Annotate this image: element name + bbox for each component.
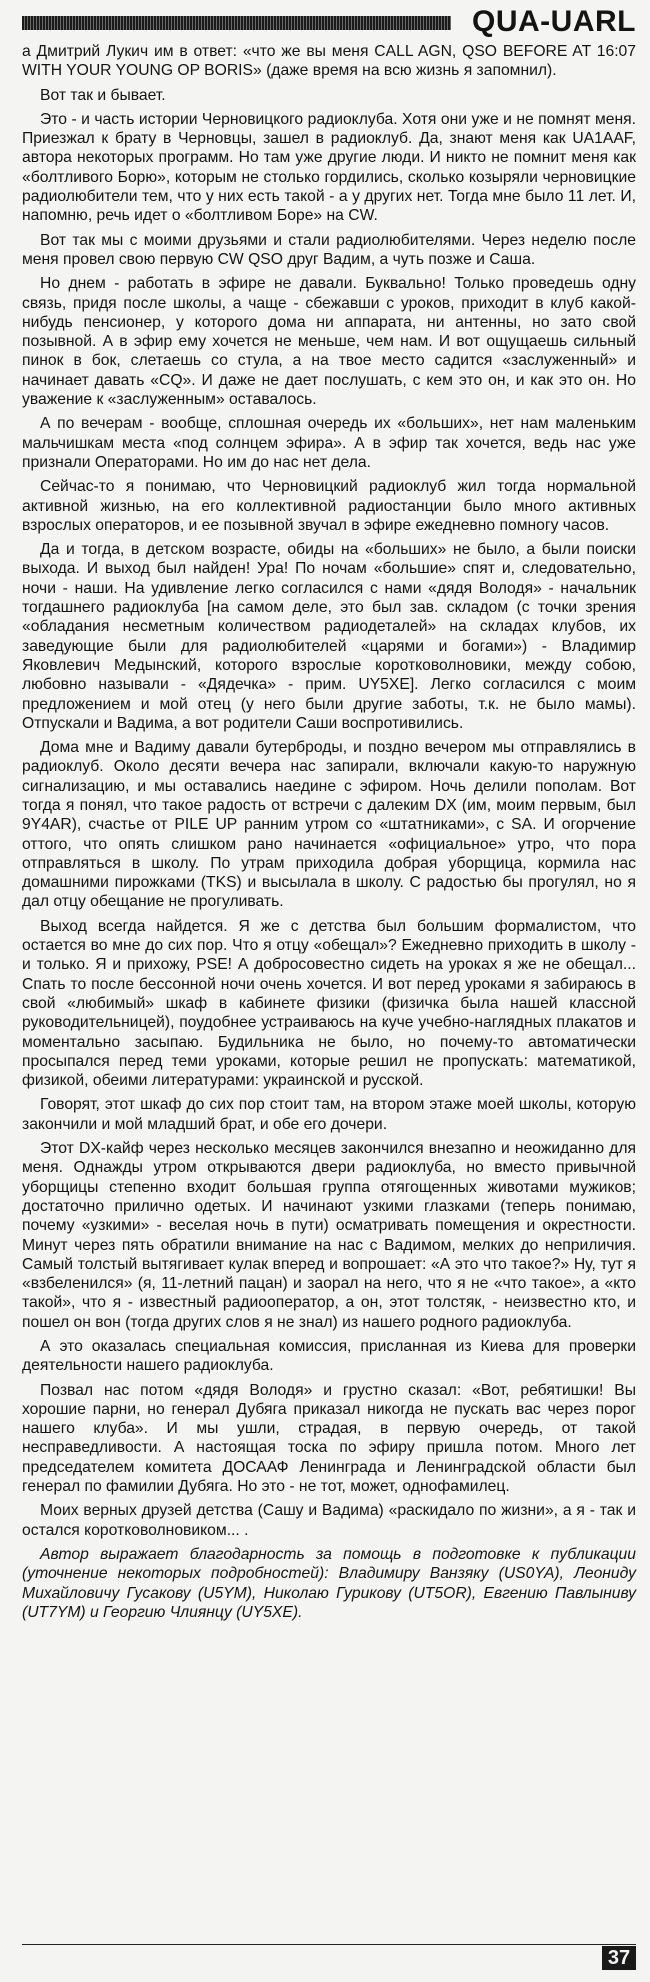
magazine-page bbox=[0, 4, 650, 1982]
page-footer bbox=[22, 1944, 636, 1972]
paragraph: Позвал нас потом «дядя Володя» и грустно сказал: «Вот, ребятишки! Вы хорошие парни, но генерал Дубяга приказал никогда не пускать вас через порог нашего клуба». И мы ушли, страдая, в первую очередь, от такой несправедливости. А настоящая тоска по эфиру пришла потом. Много лет председателем комитета ДОСААФ Ленинграда и Ленинградской области был генерал по фамилии Дубяга. Но это - не тот, может, однофамилец. bbox=[22, 1381, 636, 1496]
paragraph: Вот так и бывает. bbox=[40, 86, 166, 104]
paragraph: А это оказалась специальная комиссия, присланная из Киева для проверки деятельности нашего радиоклуба. bbox=[22, 1338, 636, 1375]
acknowledgement-paragraph: Автор выражает благодарность за помощь в подготовке к публикации (уточнение некоторых подробностей): Владимиру Ванзяку (US0YA), Леониду Михайловичу Гусакову (U5YM), Николаю Гурикову (UT5OR), Евгению Павлыниву (UT7YM) и Георгию Члиянцу (UY5XE). bbox=[22, 1545, 636, 1621]
header-decorative-bar bbox=[22, 16, 451, 30]
paragraph: Этот DX-кайф через несколько месяцев закончился внезапно и неожиданно для меня. Однажды утром открываются двери радиоклуба, но вместо привычной уборщицы степенно входит большая группа отягощенных животами мужиков; достаточно прилично одетых. И начинают узкими глазками (теперь понимаю, почему «узкими» - веселая ночь в пути) осматривать помещения и окрестности. Минут через пять обратили внимание на нас с Вадимом, мелких до неприличия. Самый толстый вытягивает кулак вперед и вопрошает: «А это что такое?» Ну, тут я «взбеленился» (я, 11-летний пацан) и заорал на него, что я не «что такое», а «кто такой», что я - известный радиооператор, а он, этот толстяк, - неизвестно кто, и пошел он вон (тогда других слов я не знал) из нашего родного радиоклуба. bbox=[22, 1140, 636, 1331]
paragraph: Это - и часть истории Черновицкого радиоклуба. Хотя они уже и не помнят меня. Приезжал к брату в Черновцы, зашел в радиоклуб. Да, знают меня как UA1AAF, автора некоторых программ. Но там уже другие люди. И никто не помнит меня как «болтливого Борю», которым не столько гордились, сколько козыряли черновицкие радиолюбители тем, что у них есть такой - а у других нет. Тогда мне было 11 лет. И, напомню, речь идет о «болтливом Боре» на CW. bbox=[22, 110, 636, 225]
paragraph: Моих верных друзей детства (Сашу и Вадима) «раскидало по жизни», а я - так и остался коротковолновиком... . bbox=[22, 1502, 636, 1539]
paragraph: а Дмитрий Лукич им в ответ: «что же вы меня CALL AGN, QSO BEFORE AT 16:07 WITH YOUR YOUNG OP BORIS» (даже время на всю жизнь я запомнил). bbox=[22, 43, 636, 80]
paragraph: Но днем - работать в эфире не давали. Буквально! Только проведешь одну связь, придя после школы, а чаще - сбежавши с уроков, приходит в клуб какой-нибудь пенсионер, у которого дома ни аппарата, ни антенны, но зато свой позывной. А в эфир ему хочется не меньше, чем нам. И вот ощущаешь сильный пинок в бок, слетаешь со стула, а на твое место садится «заслуженный» и начинает давать «CQ». И даже не дает послушать, с кем это он, и как это он. Но уважение к «заслуженным» оставалось. bbox=[22, 275, 636, 409]
paragraph: Да и тогда, в детском возрасте, обиды на «больших» не было, а были поиски выхода. И выход был найден! Ура! По ночам «большие» спят и, следовательно, ночи - наши. На удивление легко согласился с нами «дядя Володя» - начальник тогдашнего радиоклуба [на самом деле, это был зав. складом (с точки зрения «обладания несметным количеством радиодеталей» на складах клубов, их заведующие были для радиолюбителей «царями и богами») - Владимир Яковлевич Медынский, которого взрослые коротковолновики, между собою, любовно называли - «Дядечка» - прим. UY5XE]. Легко согласился с моим предложением и мой отец (у него были другие заботы, т.к. не было мамы). Отпускали и Вадима, а вот родители Саши воспротивились. bbox=[22, 541, 636, 732]
footer-rule bbox=[22, 1944, 636, 1945]
paragraph: Сейчас-то я понимаю, что Черновицкий радиоклуб жил тогда нормальной активной жизнью, на его коллективной радиостанции было много активных взрослых операторов, и ее позывной звучал в эфире ежедневно помногу часов. bbox=[22, 478, 636, 534]
paragraph: А по вечерам - вообще, сплошная очередь их «больших», нет нам маленьким мальчишкам места «под солнцем эфира». А в эфир так хочется, ведь нас уже признали Операторами. Но им до нас нет дела. bbox=[22, 415, 636, 471]
page-header bbox=[22, 4, 636, 40]
paragraph: Дома мне и Вадиму давали бутерброды, и поздно вечером мы отправлялись в радиоклуб. Около десяти вечера нас запирали, включали какую-то наружную сигнализацию, и мы оставались наедине с эфиром. Ночь делили пополам. Вот тогда я понял, что такое радость от встречи с далеким DX (им, моим первым, был 9Y4AR), счастье от PILE UP ранним утром со «штатниками», с SA. И огорчение оттого, что опять слишком рано начинается «официальное» утро, что пора отправляться в школу. По утрам приходила добрая уборщица, кормила нас домашними пирожками (TKS) и высылала в школу. С радостью бы прогулял, но я дал отцу обещание не прогуливать. bbox=[22, 739, 636, 911]
paragraph: Говорят, этот шкаф до сих пор стоит там, на втором этаже моей школы, которую закончили и мой младший брат, и обе его дочери. bbox=[22, 1096, 636, 1133]
paragraph: Вот так мы с моими друзьями и стали радиолюбителями. Через неделю после меня провел свою первую CW QSO друг Вадим, а чуть позже и Саша. bbox=[22, 231, 636, 268]
section-title: QUA-UARL bbox=[472, 5, 636, 38]
paragraph: Выход всегда найдется. Я же с детства был большим формалистом, что остается во мне до сих пор. Что я отцу «обещал»? Ежедневно приходить в школу - и только. Я и прихожу, PSE! А добросовестно сидеть на уроках я же не обещал... Спать то после бессонной ночи очень хочется. И вот перед уроками я забираюсь в свой «любимый» шкаф в кабинете физики (физичка была нашей классной руководительницей), поудобнее устраиваюсь на куче учебно-наглядных плакатов и моментально засыпаю. Будильника не было, но почему-то автоматически просыпался перед теми уроками, которые решил не пропускать: математикой, физикой, обеими литературами: украинской и русской. bbox=[22, 917, 636, 1090]
article-body bbox=[22, 42, 636, 1622]
page-number: 37 bbox=[602, 1946, 636, 1970]
